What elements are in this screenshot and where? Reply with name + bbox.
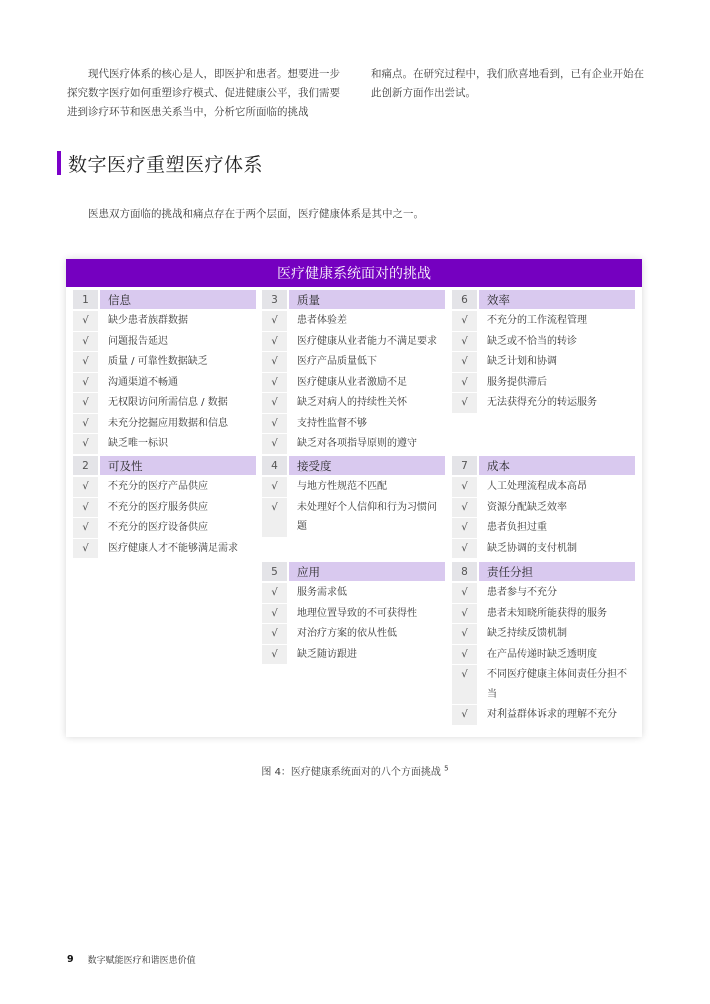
challenge-item — [452, 518, 635, 538]
block-title: 可及性 — [100, 456, 256, 475]
block-number: 6 — [452, 290, 477, 309]
challenge-item — [73, 539, 256, 559]
checkmark-icon: √ — [262, 604, 287, 624]
checkmark-icon: √ — [452, 352, 477, 372]
checkmark-icon: √ — [452, 665, 477, 704]
block-header — [73, 290, 256, 309]
challenge-item — [452, 665, 635, 704]
challenge-item — [73, 352, 256, 372]
challenge-item — [262, 373, 445, 393]
challenge-item-text: 缺乏或不恰当的转诊 — [487, 335, 577, 347]
challenge-item-text: 患者未知晓所能获得的服务 — [487, 607, 607, 619]
checkmark-icon: √ — [73, 393, 98, 413]
checkmark-icon: √ — [262, 498, 287, 537]
challenge-list — [73, 311, 256, 454]
challenge-block-information — [73, 290, 256, 454]
checkmark-icon: √ — [452, 373, 477, 393]
challenge-item-text: 未充分挖掘应用数据和信息 — [108, 417, 228, 429]
challenge-item-text: 对治疗方案的依从性低 — [297, 628, 397, 639]
challenge-item — [73, 311, 256, 331]
challenge-item — [73, 373, 256, 393]
challenge-item-text: 缺乏随访跟进 — [297, 648, 357, 660]
challenge-item-text: 不充分的工作流程管理 — [487, 315, 587, 326]
challenge-item — [262, 477, 445, 497]
checkmark-icon: √ — [452, 604, 477, 624]
figure-caption — [0, 763, 710, 778]
block-title: 信息 — [100, 290, 256, 309]
caption-footnote-ref: 5 — [444, 764, 449, 773]
challenge-block-efficiency — [452, 290, 635, 413]
checkmark-icon: √ — [452, 705, 477, 725]
challenge-item-text: 不充分的医疗服务供应 — [108, 501, 208, 513]
challenge-item — [73, 414, 256, 434]
checkmark-icon: √ — [73, 414, 98, 434]
block-header — [73, 456, 256, 475]
challenge-item-text: 资源分配缺乏效率 — [487, 501, 567, 513]
challenge-list — [452, 477, 635, 558]
challenge-list — [452, 311, 635, 413]
challenge-block-accountability — [452, 562, 635, 725]
challenge-item-text: 未处理好个人信仰和行为习惯问题 — [297, 501, 437, 532]
challenge-item — [262, 434, 445, 454]
checkmark-icon: √ — [452, 498, 477, 518]
caption-text: 图 4：医疗健康系统面对的八个方面挑战 — [261, 767, 441, 778]
challenge-item — [73, 434, 256, 454]
checkmark-icon: √ — [262, 645, 287, 665]
block-header — [262, 456, 445, 475]
block-header — [452, 562, 635, 581]
card-title: 医疗健康系统面对的挑战 — [66, 259, 642, 287]
challenge-item-text: 缺乏计划和协调 — [487, 356, 557, 367]
challenge-list — [262, 583, 445, 664]
block-number: 8 — [452, 562, 477, 581]
challenge-item-text: 患者体验差 — [297, 315, 347, 326]
challenge-list — [73, 477, 256, 558]
challenge-item-text: 地理位置导致的不可获得性 — [297, 607, 417, 619]
checkmark-icon: √ — [262, 352, 287, 372]
challenge-item-text: 缺乏对各项指导原则的遵守 — [297, 438, 417, 449]
challenge-list — [452, 583, 635, 725]
challenge-item — [452, 393, 635, 413]
challenge-item — [452, 311, 635, 331]
challenge-item — [73, 332, 256, 352]
checkmark-icon: √ — [452, 477, 477, 497]
checkmark-icon: √ — [73, 539, 98, 559]
challenge-item — [262, 311, 445, 331]
challenge-item-text: 不同医疗健康主体间责任分担不当 — [487, 669, 627, 700]
checkmark-icon: √ — [452, 645, 477, 665]
intro-text-left: 现代医疗体系的核心是人，即医护和患者。想要进一步探究数字医疗如何重塑诊疗模式、促进健康公平，我们需要进到诊疗环节和医患关系当中，分析它所面临的挑战 — [67, 68, 340, 118]
challenge-list — [262, 311, 445, 454]
challenge-item — [452, 477, 635, 497]
intro-text-right: 和痛点。在研究过程中，我们欣喜地看到，已有企业开始在此创新方面作出尝试。 — [371, 68, 644, 99]
challenge-item-text: 医疗健康人才不能够满足需求 — [108, 542, 238, 554]
checkmark-icon: √ — [73, 498, 98, 518]
challenge-item-text: 无法获得充分的转运服务 — [487, 397, 597, 408]
challenge-item — [73, 393, 256, 413]
challenge-item-text: 人工处理流程成本高昂 — [487, 481, 587, 492]
challenge-item-text: 对利益群体诉求的理解不充分 — [487, 709, 617, 720]
challenge-item-text: 患者负担过重 — [487, 522, 547, 533]
checkmark-icon: √ — [452, 539, 477, 559]
challenge-item — [452, 624, 635, 644]
checkmark-icon: √ — [262, 373, 287, 393]
challenge-block-quality — [262, 290, 445, 454]
block-title: 接受度 — [289, 456, 445, 475]
challenge-item — [452, 604, 635, 624]
challenge-item — [262, 332, 445, 352]
block-title: 成本 — [479, 456, 635, 475]
challenge-block-utilization — [262, 562, 445, 664]
checkmark-icon: √ — [452, 393, 477, 413]
block-number: 2 — [73, 456, 98, 475]
block-header — [262, 562, 445, 581]
challenge-item — [262, 498, 445, 537]
challenge-item-text: 问题报告延迟 — [108, 335, 168, 347]
lead-text: 医患双方面临的挑战和痛点存在于两个层面，医疗健康体系是其中之一。 — [88, 208, 424, 220]
challenge-item — [452, 645, 635, 665]
challenge-item-text: 服务需求低 — [297, 587, 347, 598]
challenge-item-text: 医疗产品质量低下 — [297, 356, 377, 367]
page-footer — [67, 953, 196, 966]
checkmark-icon: √ — [73, 352, 98, 372]
block-title: 应用 — [289, 562, 445, 581]
challenge-item-text: 不充分的医疗设备供应 — [108, 522, 208, 533]
checkmark-icon: √ — [262, 477, 287, 497]
challenge-item-text: 质量 / 可靠性数据缺乏 — [108, 356, 208, 367]
challenge-item-text: 支持性监督不够 — [297, 417, 367, 429]
block-header — [452, 456, 635, 475]
challenge-item — [452, 352, 635, 372]
block-title: 质量 — [289, 290, 445, 309]
checkmark-icon: √ — [262, 434, 287, 454]
challenge-item — [452, 705, 635, 725]
challenge-item-text: 缺乏唯一标识 — [108, 438, 168, 449]
block-number: 7 — [452, 456, 477, 475]
challenge-item — [73, 477, 256, 497]
challenge-item — [452, 498, 635, 518]
checkmark-icon: √ — [73, 477, 98, 497]
block-number: 5 — [262, 562, 287, 581]
checkmark-icon: √ — [262, 311, 287, 331]
checkmark-icon: √ — [452, 518, 477, 538]
checkmark-icon: √ — [262, 583, 287, 603]
challenge-item — [452, 373, 635, 393]
intro-paragraph — [67, 65, 647, 122]
challenge-block-acceptance — [262, 456, 445, 537]
challenge-item — [262, 414, 445, 434]
heading-accent-bar — [57, 151, 61, 175]
challenge-item-text: 无权限访问所需信息 / 数据 — [108, 397, 228, 408]
checkmark-icon: √ — [452, 311, 477, 331]
block-number: 3 — [262, 290, 287, 309]
challenge-item — [452, 332, 635, 352]
challenge-item — [452, 539, 635, 559]
challenge-item-text: 在产品传递时缺乏透明度 — [487, 648, 597, 660]
checkmark-icon: √ — [452, 332, 477, 352]
block-number: 1 — [73, 290, 98, 309]
challenge-block-accessibility — [73, 456, 256, 558]
challenge-block-cost — [452, 456, 635, 558]
challenge-item — [262, 583, 445, 603]
challenge-item — [452, 583, 635, 603]
block-header — [262, 290, 445, 309]
challenge-item — [262, 624, 445, 644]
section-title: 数字医疗重塑医疗体系 — [68, 153, 264, 176]
checkmark-icon: √ — [262, 332, 287, 352]
challenge-item-text: 医疗健康从业者能力不满足要求 — [297, 335, 437, 347]
challenge-item — [73, 518, 256, 538]
challenge-item — [73, 498, 256, 518]
checkmark-icon: √ — [73, 518, 98, 538]
footer-title: 数字赋能医疗和谐医患价值 — [87, 956, 196, 966]
challenge-item — [262, 393, 445, 413]
challenge-item-text: 缺乏持续反馈机制 — [487, 628, 567, 639]
section-heading — [57, 151, 263, 175]
challenge-item-text: 患者参与不充分 — [487, 587, 557, 598]
challenge-item-text: 沟通渠道不畅通 — [108, 376, 178, 388]
challenge-item — [262, 604, 445, 624]
challenge-item-text: 缺乏协调的支付机制 — [487, 542, 577, 554]
challenge-item-text: 缺乏对病人的持续性关怀 — [297, 397, 407, 408]
checkmark-icon: √ — [73, 434, 98, 454]
challenge-item-text: 医疗健康从业者激励不足 — [297, 376, 407, 388]
block-title: 效率 — [479, 290, 635, 309]
block-title: 责任分担 — [479, 562, 635, 581]
checkmark-icon: √ — [262, 393, 287, 413]
block-header — [452, 290, 635, 309]
challenge-list — [262, 477, 445, 537]
checkmark-icon: √ — [262, 414, 287, 434]
checkmark-icon: √ — [452, 624, 477, 644]
challenge-item-text: 服务提供滞后 — [487, 376, 547, 388]
checkmark-icon: √ — [262, 624, 287, 644]
checkmark-icon: √ — [452, 583, 477, 603]
challenge-item-text: 缺少患者族群数据 — [108, 315, 188, 326]
page-number: 9 — [67, 954, 74, 965]
challenge-item-text: 与地方性规范不匹配 — [297, 481, 387, 492]
checkmark-icon: √ — [73, 373, 98, 393]
checkmark-icon: √ — [73, 311, 98, 331]
challenge-item — [262, 645, 445, 665]
challenge-item — [262, 352, 445, 372]
challenges-card — [66, 259, 642, 737]
challenge-item-text: 不充分的医疗产品供应 — [108, 481, 208, 492]
checkmark-icon: √ — [73, 332, 98, 352]
block-number: 4 — [262, 456, 287, 475]
